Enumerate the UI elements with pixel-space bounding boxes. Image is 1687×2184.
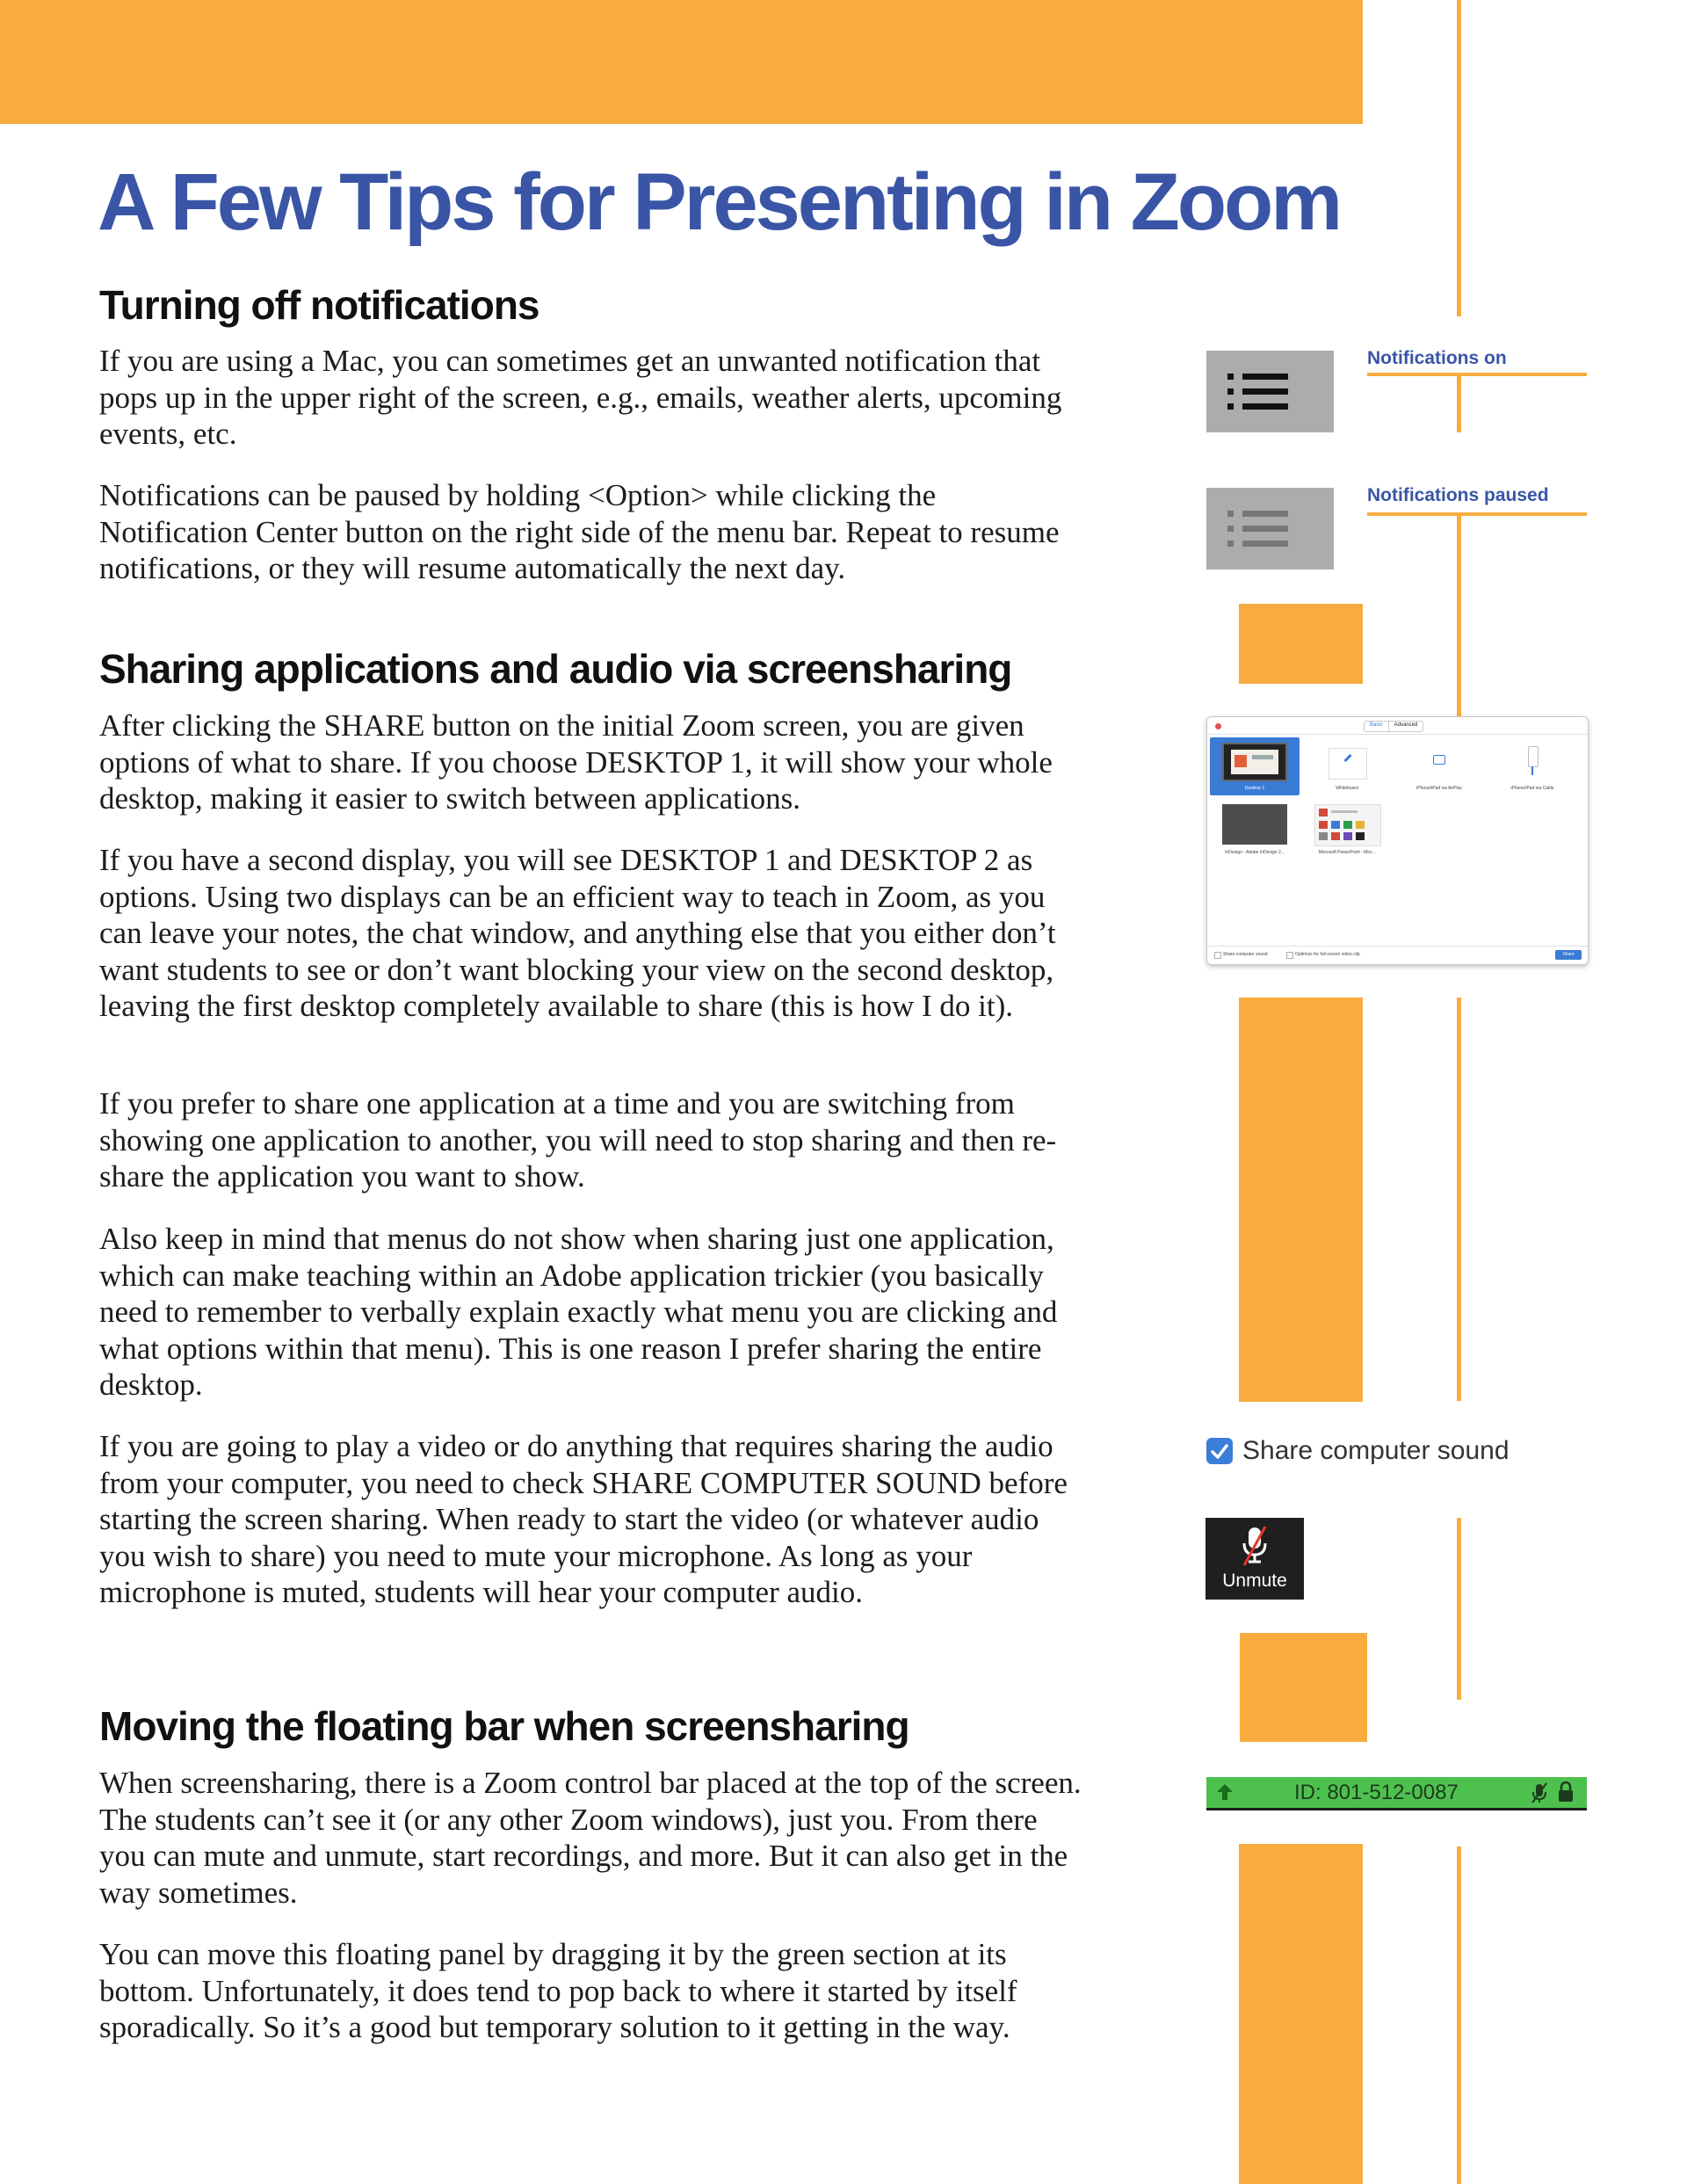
- tab-basic[interactable]: Basic: [1370, 722, 1383, 728]
- tile-label: InDesign - Adobe InDesign 2...: [1225, 850, 1285, 855]
- powerpoint-thumbnail: [1314, 804, 1381, 846]
- paragraph: After clicking the SHARE button on the initial Zoom screen, you are given options of what to share. If you choose DESKTOP 1, it will show your whole desktop, making it easier to switch between applications.: [99, 708, 1053, 816]
- share-screen-dialog: [1206, 716, 1589, 965]
- close-icon[interactable]: [1215, 723, 1221, 729]
- top-orange-band: [0, 0, 1363, 124]
- share-button[interactable]: [1555, 950, 1582, 960]
- paragraph: You can move this floating panel by dragging it by the green section at its bottom. Unfortunately, it does tend to pop back to where it started by itself sporadically. So it’s a good but temporary solution to it getting in the way.: [99, 1937, 1017, 2044]
- divider-line: [1457, 374, 1461, 432]
- share-computer-sound-label: Share computer sound: [1242, 1436, 1510, 1465]
- orange-block: [1239, 604, 1363, 684]
- meeting-id: ID: 801-512-0087: [1294, 1781, 1459, 1804]
- orange-block: [1240, 1633, 1367, 1742]
- paragraph: When screensharing, there is a Zoom control bar placed at the top of the screen. The students can’t see it (or any other Zoom windows), just you. From there you can mute and unmute, start recordings, and more. But it can also get in the way sometimes.: [99, 1766, 1082, 1910]
- paragraph: If you are going to play a video or do anything that requires sharing the audio from your computer, you need to check SHARE COMPUTER SOUND before starting the screen sharing. When ready to start the video (or whatever audio you wish to share) you need to mute your microphone. As long as your microphone is muted, students will hear your computer audio.: [99, 1429, 1068, 1609]
- paragraph: If you prefer to share one application at a time and you are switching from showing one application to another, you will need to stop sharing and then re-share the application you want to show.: [99, 1086, 1057, 1194]
- optimize-video-checkbox[interactable]: [1286, 952, 1293, 959]
- caption-underline: [1367, 512, 1587, 516]
- section-heading-sharing: Sharing applications and audio via screensharing: [99, 646, 1012, 692]
- tile-indesign[interactable]: [1210, 799, 1300, 860]
- desktop-1-thumbnail: [1222, 743, 1287, 781]
- tile-airplay[interactable]: [1394, 737, 1484, 795]
- divider-line: [1457, 998, 1461, 1401]
- notification-center-paused-icon: [1206, 488, 1334, 570]
- share-computer-sound-checkbox[interactable]: [1206, 1438, 1233, 1464]
- tab-advanced[interactable]: Advanced: [1388, 722, 1423, 731]
- share-button-label: Share: [1562, 952, 1575, 957]
- paragraph: If you are using a Mac, you can sometimes get an unwanted notification that pops up in the upper right of the screen, e.g., emails, weather alerts, upcoming events, etc.: [99, 344, 1062, 451]
- paragraph: Also keep in mind that menus do not show when sharing just one application, which can make teaching within an Adobe application trickier (you basically need to remember to verbally explain exactly what menu you are clicking and what options within that menu). This is one reason I prefer sharing the entire desktop.: [99, 1222, 1058, 1402]
- cable-icon: [1528, 746, 1539, 767]
- floating-control-bar[interactable]: [1206, 1777, 1587, 1810]
- share-sound-checkbox[interactable]: [1214, 952, 1221, 959]
- muted-mic-icon[interactable]: [1529, 1781, 1550, 1804]
- notifications-paused-caption: Notifications paused: [1367, 485, 1549, 505]
- airplay-icon: [1433, 755, 1445, 765]
- divider-line: [1457, 1847, 1461, 2184]
- divider-line: [1457, 0, 1461, 316]
- muted-microphone-icon: [1237, 1525, 1272, 1567]
- section-heading-notifications: Turning off notifications: [99, 282, 539, 328]
- page-title: A Few Tips for Presenting in Zoom: [98, 157, 1341, 247]
- caption-underline: [1367, 373, 1587, 376]
- whiteboard-thumbnail: [1329, 748, 1367, 780]
- paragraph: If you have a second display, you will see DESKTOP 1 and DESKTOP 2 as options. Using two displays can be an efficient way to teach in Zoom, as you can leave your notes, the chat window, and anything else that you either don’t want students to see or don’t want blocking your view on the second desktop, leaving the first desktop completely available to share (this is how I do it).: [99, 843, 1056, 1023]
- unmute-button[interactable]: [1206, 1518, 1304, 1600]
- tile-label: iPhone/iPad via AirPlay: [1416, 786, 1462, 791]
- section-heading-floating-bar: Moving the floating bar when screensharing: [99, 1703, 909, 1749]
- orange-block: [1239, 998, 1363, 1402]
- divider-line: [1457, 1518, 1461, 1700]
- tile-label: Desktop 1: [1244, 786, 1265, 791]
- tile-cable[interactable]: [1487, 737, 1578, 795]
- green-arrow-icon: [1215, 1782, 1234, 1802]
- tile-label: Whiteboard: [1336, 786, 1358, 791]
- tile-desktop-1[interactable]: [1210, 737, 1300, 795]
- orange-block: [1239, 1844, 1363, 2184]
- unmute-label: Unmute: [1222, 1571, 1287, 1591]
- tile-powerpoint[interactable]: [1302, 799, 1392, 860]
- tile-label: Microsoft PowerPoint - Micr...: [1318, 850, 1376, 855]
- tile-label: iPhone/iPad via Cable: [1510, 786, 1554, 791]
- notification-center-on-icon: [1206, 351, 1334, 432]
- lock-icon[interactable]: [1556, 1781, 1575, 1803]
- checkmark-icon: [1206, 1438, 1233, 1464]
- optimize-video-option-label: Optimize for full-screen video clip: [1295, 952, 1360, 957]
- notifications-on-caption: Notifications on: [1367, 348, 1507, 368]
- paragraph: Notifications can be paused by holding <Option> while clicking the Notification Center button on the right side of the menu bar. Repeat to resume notifications, or they will resume automatically the next day.: [99, 478, 1060, 585]
- share-sound-option-label: Share computer sound: [1223, 952, 1268, 957]
- indesign-thumbnail: [1222, 804, 1287, 845]
- share-tabs: [1364, 721, 1423, 732]
- tile-whiteboard[interactable]: [1302, 737, 1392, 795]
